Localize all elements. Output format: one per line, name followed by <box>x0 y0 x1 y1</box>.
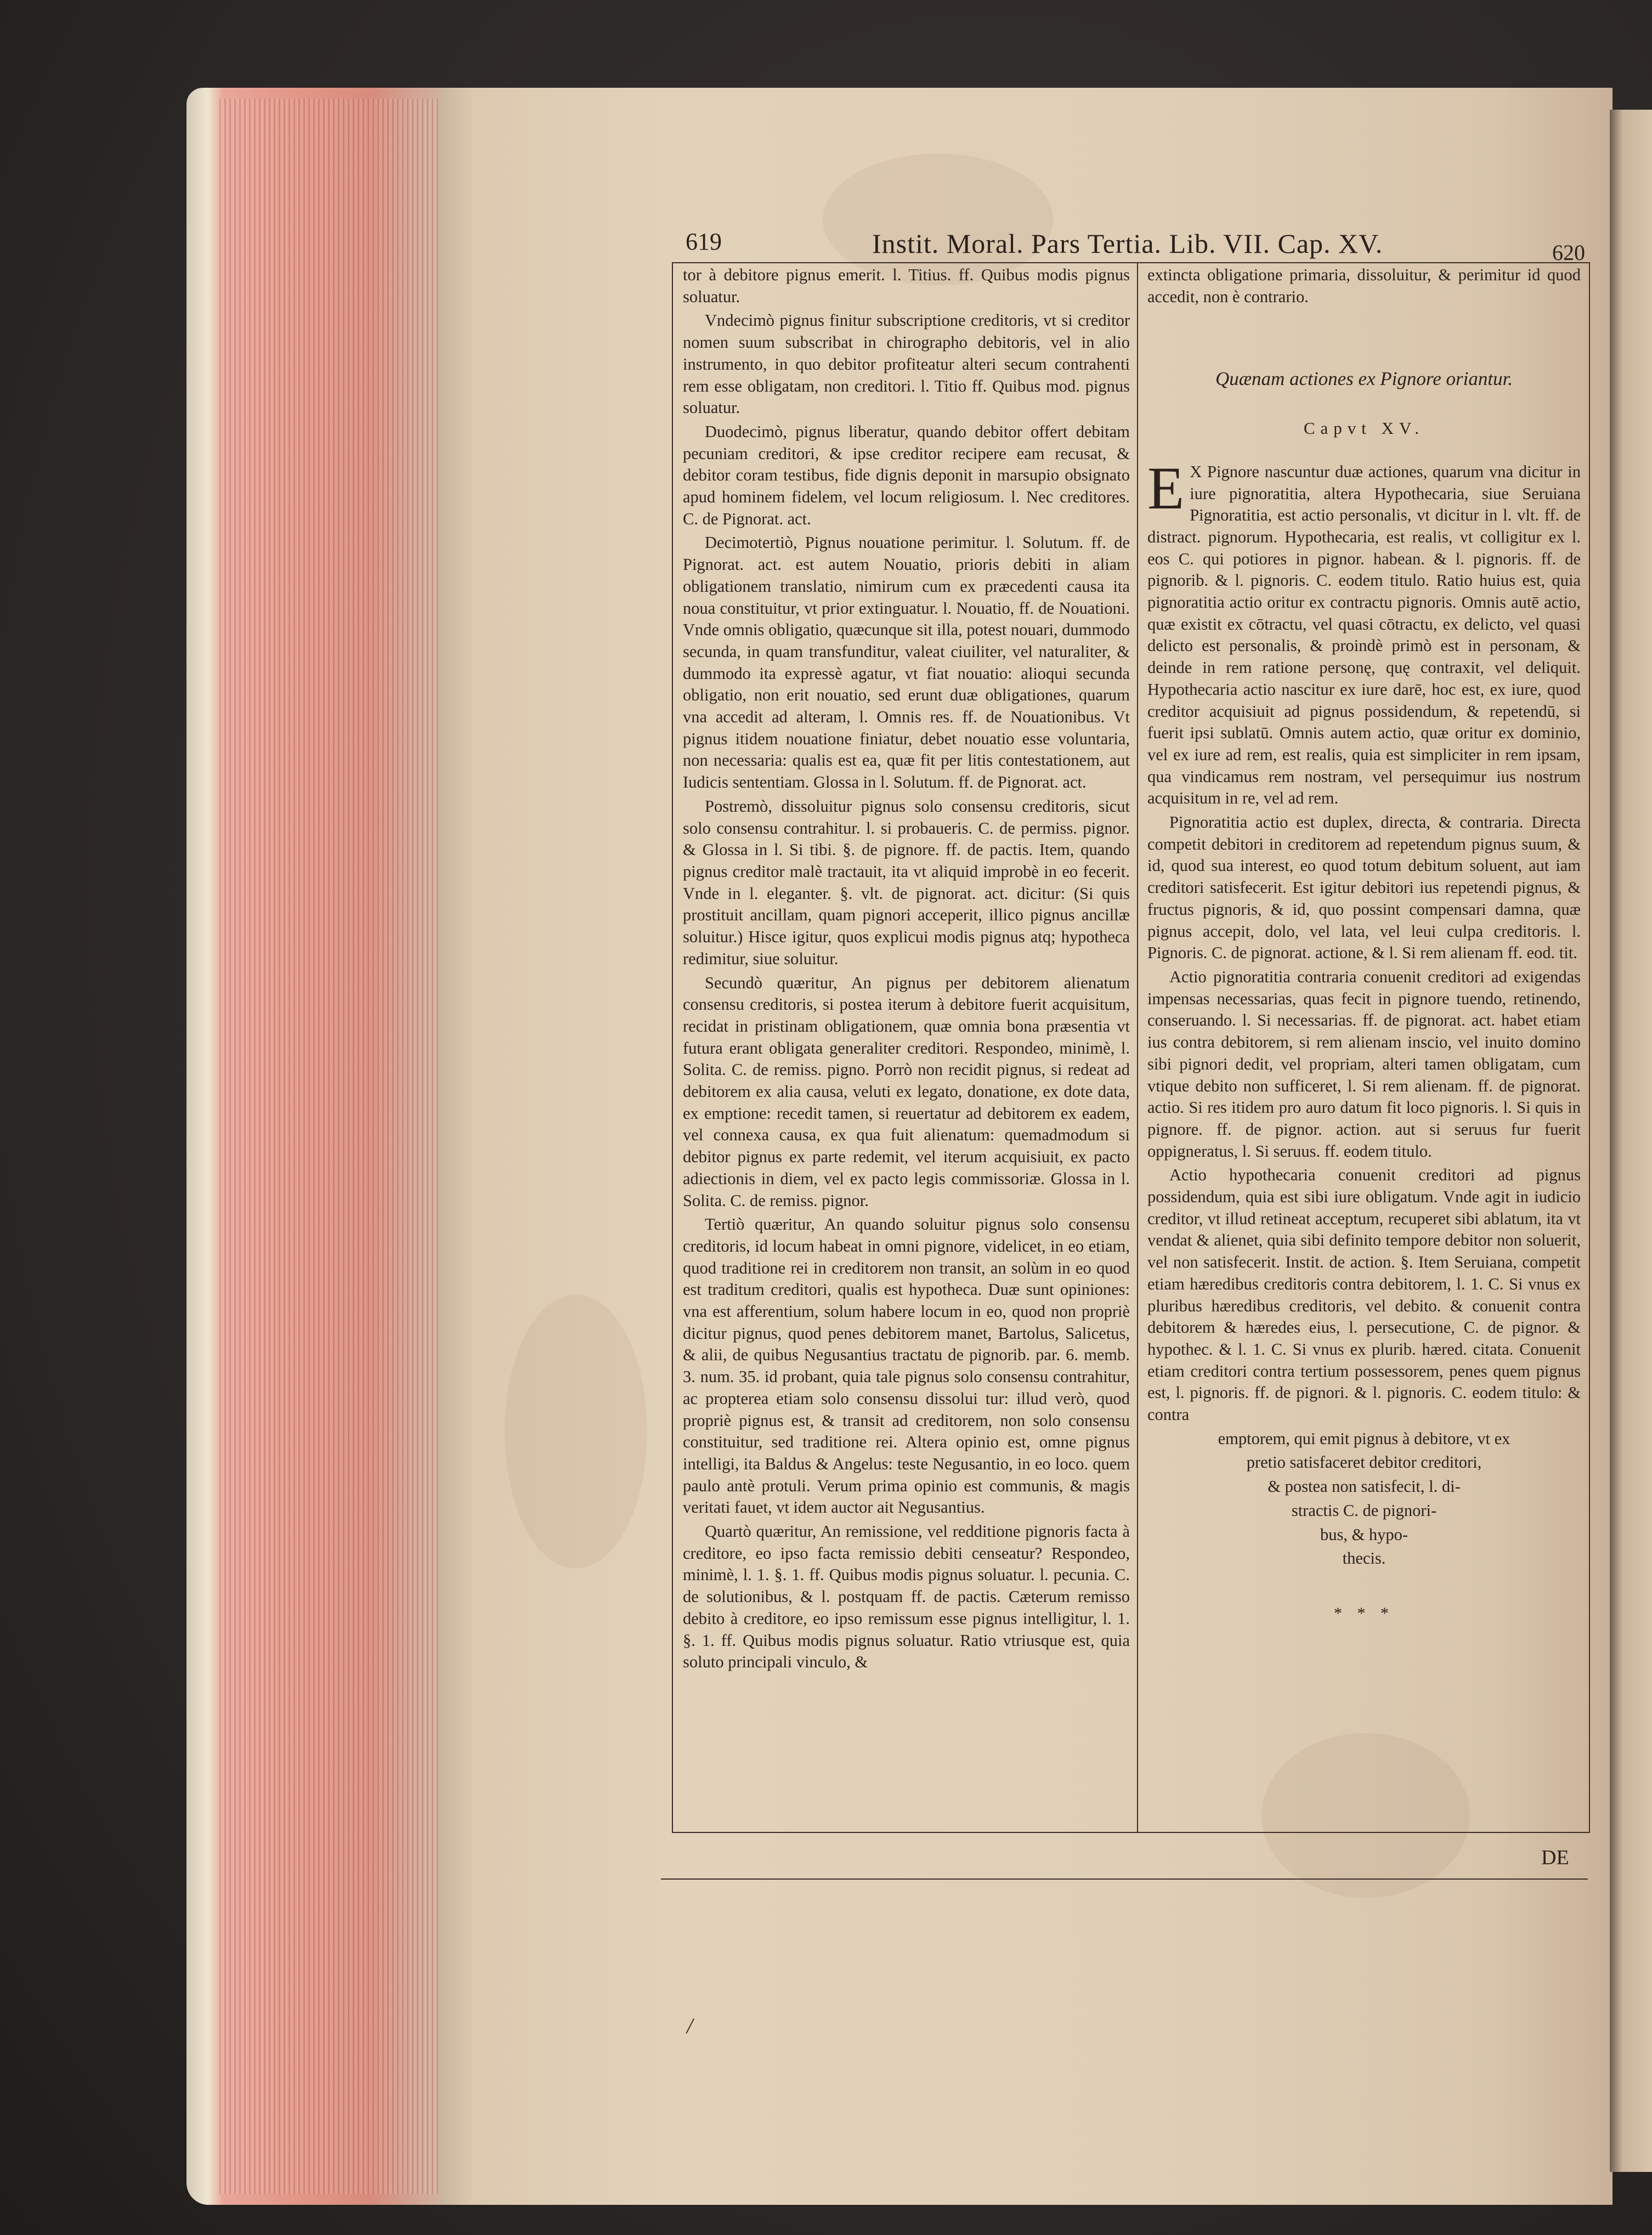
tail-line: stractis C. de pignori- <box>1291 1501 1437 1520</box>
paragraph: Decimotertiò, Pignus nouatione perimitur. l. Solutum. ff. de Pignorat. act. est autem Nouatio, prioris debiti in aliam obligationem translatio, nimirum cum ex præcedenti causa ita noua constituitur, vt prior extinguatur. l. Nouatio, ff. de Nouationi. Vnde omnis obligatio, quæcunque sit illa, potest nouari, dummodo secunda, in quam transfunditur, valeat ciuiliter, vel naturaliter, & dummodo ita expressè agatur, vt fiat nouatio: alioqui secunda obligatio, non erit nouatio, sed erunt duæ obligationes, quarum vna accedit ad alteram, l. Omnis res. ff. de Nouationibus. Vt pignus itidem nouatione finiatur, debet nouatio esse voluntaria, non necessaria: qualis est ea, quæ fit per litis contestationem, aut Iudicis sententiam. Glossa in l. Solutum. ff. de Pignorat. act. <box>683 533 1130 792</box>
tail-line: emptorem, qui emit pignus à debitore, vt ex <box>1218 1429 1510 1448</box>
section-heading: Quænam actiones ex Pignore oriantur. <box>1215 368 1513 390</box>
chapter-heading: Capvt XV. <box>1303 418 1425 438</box>
paragraph: Duodecimò, pignus liberatur, quando debitor offert debitam pecuniam creditori, & ipse creditor recipere eam recusat, & debitor coram testibus, fide dignis deponit in marsupio obsignato apud hominem fidelem, vel locum religiosum. l. Nec creditores. C. de Pignorat. act. <box>683 422 1130 528</box>
column-divider <box>1137 262 1138 1832</box>
paragraph: Quartò quæritur, An remissione, vel redditione pignoris facta à creditore, eo ipso facta remissio debiti censeatur? Respondeo, minimè, l. 1. §. 1. ff. Quibus modis pignus soluatur. l. pecunia. C. de solutionibus, & l. postquam ff. de pactis. Cæterum remisso debito à creditore, eo ipso remissum esse pignus intelligitur, l. 1. §. 1. ff. Quibus modis pignus soluatur. Ratio vtriusque est, quia soluto principali vinculo, & <box>683 1522 1130 1672</box>
paragraph: Actio pignoratitia contraria conuenit creditori ad exigendas impensas necessarias, quas fecit in pignore tuendo, retinendo, conseruando. l. Si necessarias. ff. de pignorat. act. habet etiam ius contra debitorem, si rem alienam inscio, vel inuito domino sibi pignori dedit, vel propriam, alteri tamen obligatam, cum vtique debito non sufficeret, l. Si rem alienam. ff. de pignorat. actio. Si res itidem pro auro datum fit loco pignoris. l. Si quis in pignore. ff. de pignor. action. aut si seruus fur fuerit oppigneratus, l. Si seruus. ff. eodem titulo. <box>1147 967 1581 1161</box>
facing-page-edge <box>1610 110 1652 2172</box>
paragraph-text: X Pignore nascuntur duæ actiones, quarum vna dicitur in iure pignoratitia, altera Hypothecaria, siue Seruiana Pignoratitia, est actio personalis, vt dicitur in l. vlt. ff. de distract. pignorum. Hypothecaria, est realis, vt colligitur ex l. eos C. qui potiores in pignor. habean. & l. pignoris. ff. de pignorib. & l. pignoris. C. eodem titulo. Ratio huius est, quia pignoratitia actio oritur ex contractu pignoris. Omnis autē actio, quæ existit ex cōtractu, vel quasi cōtractu, ex delicto, vel quasi delicto est personalis, & proindè primò est in personam, & deinde in rem ratione personę, quę contraxit, vel deliquit. Hypothecaria actio nascitur ex iure darē, hoc est, ex iure, quod creditor acquisiuit ad pignus possidendum, & repetendū, si fuerit ipsi sublatū. Omnis autem actio, quæ oritur ex dominio, vel ex iure ad rem, est realis, quia est simpliciter in rem ipsam, qua vindicamus rem nostram, vel persequimur ius nostrum acquisitum in re, vel ad rem. <box>1147 462 1581 808</box>
paragraph: Actio hypothecaria conuenit creditori ad pignus possidendum, quia est sibi iure obligatum. Vnde agit in iudicio creditor, vt illud retineat acceptum, recuperet sibi ablatum, ita vt vendat & alienet, quia sibi definito tempore debitor non soluerit, vel non satisfecerit. Instit. de action. §. Item Seruiana, competit etiam hæredibus creditoris contra debitorem, l. 1. C. Si vnus ex pluribus hæredibus creditoris, vel debito. & conuenit contra debitorem & hæredes eius, l. persecutione, C. de pignor. & hypothec. & l. 1. C. Si vnus ex plurib. hæred. citata. Conuenit etiam creditori contra tertium possessorem, penes quem pignus est, l. pignoris. ff. de pignori. & l. pignoris. C. eodem titulo: & contra <box>1147 1165 1581 1424</box>
page-number-left: 619 <box>686 228 722 255</box>
right-column <box>1147 264 1581 1625</box>
running-head: Instit. Moral. Pars Tertia. Lib. VII. Cap. XV. <box>872 228 1383 259</box>
left-column <box>683 264 1130 1676</box>
tail-line: bus, & hypo- <box>1320 1525 1408 1544</box>
page-header <box>686 228 1585 265</box>
bottom-rule <box>661 1878 1588 1880</box>
tail-line: pretio satisfaceret debitor creditori, <box>1246 1453 1482 1472</box>
paragraph: Secundò quæritur, An pignus per debitorem alienatum consensu creditoris, si postea iterum à debitore fuerit acquisitum, recidat in pristinam obligationem, quæ omnia bona præsentia vt futura erant obligata generaliter creditori. Respondeo, minimè, l. Solita. C. de remiss. pigno. Porrò non recidit pignus, si redeat ad debitorem ex alia causa, veluti ex legato, donatione, ex dote data, ex emptione: recedit tamen, si reuertatur ad debitorem ex eadem, vel connexa causa, ex qua fuit alienatum: quemadmodum si debitor pignus ex parte redemit, vel iterum acquisiuit, ex pacto adiectionis in diem, vel ex pacto legis commissoriæ. Glossa in l. Solita. C. de remiss. pignor. <box>683 973 1130 1210</box>
paragraph: Pignoratitia actio est duplex, directa, & contraria. Directa competit debitori in creditorem ad repetendum pignus suum, & id, quod sua interest, eo quod totum debitum soluent, aut iam creditori satisfecerit. Est igitur debitori ius repetendi pignus, & fructus pignoris, & id, quo possint compensari damna, quæ pignus accepit, dolo, vel lata, vel leui culpa creditoris. l. Pignoris. C. de pignorat. actione, & l. Si rem alienam ff. eod. tit. <box>1147 813 1581 963</box>
tail-line: thecis. <box>1342 1549 1386 1568</box>
catchword: DE <box>1541 1846 1569 1869</box>
drop-cap: E <box>1147 454 1185 522</box>
paragraph: Vndecimò pignus finitur subscriptione creditoris, vt si creditor nomen suum subscribat in chirographo debitoris, vel in alio instrumento, in quo debitor profiteatur alteri secum contrahenti rem esse obligatam, non creditori. l. Titio ff. Quibus mod. pignus soluatur. <box>683 311 1130 417</box>
margin-mark: / <box>687 2013 693 2038</box>
page-number-right: 620 <box>1552 240 1585 265</box>
paragraph: Postremò, dissoluitur pignus solo consensu creditoris, sicut solo consensu contrahitur. l. si probaueris. C. de permiss. pignor. & Glossa in l. Si tibi. §. de pignore. ff. de pactis. Item, quando pignus creditor malè tractauit, ita vt aliquid improbè in eo fecerit. Vnde in l. eleganter. §. vlt. de pignorat. act. dicitur: (Si quis prostituit ancillam, quam pignori acceperit, illico pignus ancillæ soluitur.) Hisce igitur, quos explicui modis pignus atq; hypotheca redimitur, siue soluitur. <box>683 796 1130 968</box>
paragraph: tor à debitore pignus emerit. l. Titius. ff. Quibus modis pignus soluatur. <box>683 265 1130 306</box>
paragraph: extincta obligatione primaria, dissoluitur, & perimitur id quod accedit, non è contrario. <box>1147 265 1581 306</box>
paper-stain <box>505 1294 647 1569</box>
paragraph: Tertiò quæritur, An quando soluitur pignus solo consensu creditoris, id locum habeat in omni pignore, videlicet, in eo etiam, quod traditione rei in creditorem non transit, an solùm in eo quod est traditum creditori, qualis est hypotheca. Duæ sunt opiniones: vna est afferentium, solum habere locum in eo, quod non propriè dicitur pignus, quod penes debitorem manet, Bartolus, Salicetus, & alii, de quibus Negusantius tractatu de pignorib. par. 6. memb. 3. num. 35. id probant, quia tale pignus solo consensu contrahitur, ac propterea etiam solo consensu dissolui tur: illud verò, quod propriè pignus est, & transit ad creditorem, non solo consensu constituitur, sed traditione rei. Altera opinio est, omne pignus intelligi, ita Baldus & Angelus: teste Negusantio, in eo loco. quem paulo antè protuli. Verum prima opinio est communis, & magis veritati fauet, vt idem auctor ait Negusantius. <box>683 1215 1130 1517</box>
paragraph <box>1147 454 1581 810</box>
page-edge-texture <box>219 99 439 2194</box>
tail-line: & postea non satisfecit, l. di- <box>1268 1477 1461 1496</box>
ornament-stars: * * * <box>1334 1604 1394 1622</box>
